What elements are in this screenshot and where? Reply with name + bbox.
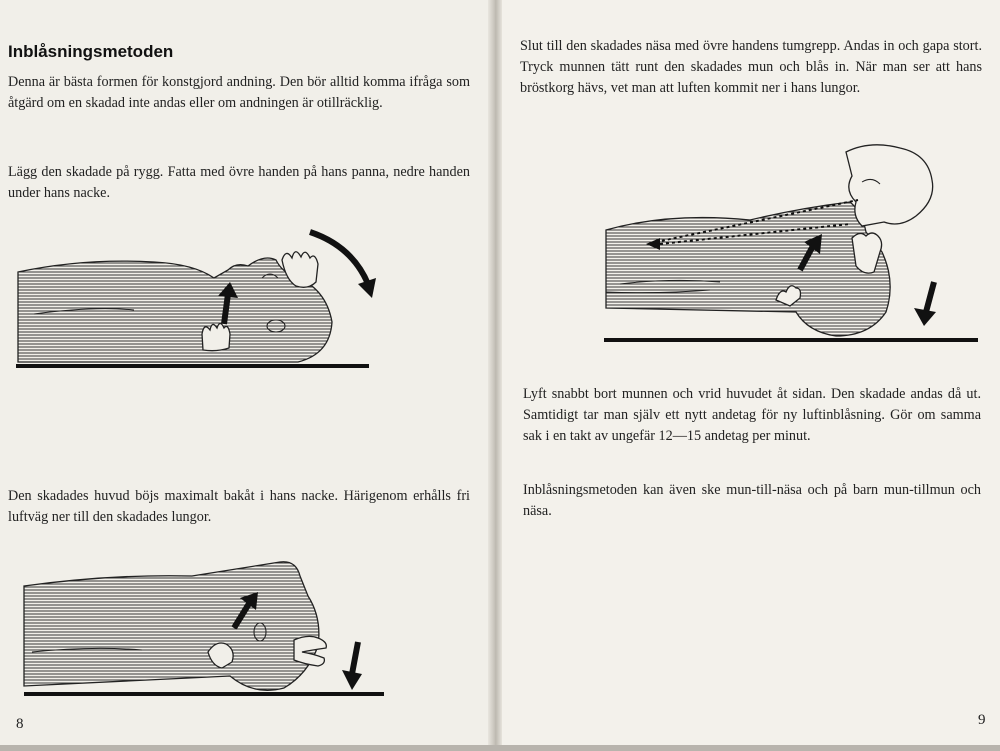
alternatives-paragraph: Inblåsningsmetoden kan även ske mun-till-näsa och på barn mun-tillmun och näsa. — [523, 482, 981, 519]
right-page — [498, 0, 1000, 745]
intro-paragraph: Denna är bästa formen för konstgjord andning. Den bör alltid komma ifråga som åtgärd om en skadad inte andas eller om andningen är otillräcklig. — [8, 74, 470, 111]
exhale-paragraph: Lyft snabbt bort munnen och vrid huvudet åt sidan. Den skadade andas då ut. Samtidigt tar man själv ett nytt andetag för ny luftinblåsning. Gör om samma sak i en takt av ungefär 12—15 andetag per minut. — [523, 386, 981, 444]
book-gutter — [488, 0, 502, 751]
page-number-right: 9 — [978, 712, 986, 728]
mouth-to-mouth-paragraph: Slut till den skadades näsa med övre handens tumgrepp. Andas in och gapa stort. Tryck munnen tätt runt den skadades mun och blås in. När man ser att hans bröstkorg hävs, vet man att luften kommit ner i hans lungor. — [520, 38, 982, 96]
left-page — [0, 0, 494, 745]
page-number-left: 8 — [16, 716, 24, 732]
illustration-head-tilted-back — [22, 556, 388, 702]
positioning-paragraph: Lägg den skadade på rygg. Fatta med övre handen på hans panna, nedre handen under hans nacke. — [8, 164, 470, 201]
page-bottom-edge — [0, 745, 1000, 751]
illustration-head-tilt-hands — [14, 226, 384, 372]
page-heading: Inblåsningsmetoden — [8, 42, 174, 61]
head-tilt-paragraph: Den skadades huvud böjs maximalt bakåt i hans nacke. Härigenom erhålls fri luftväg ner till den skadades lungor. — [8, 488, 470, 525]
illustration-mouth-to-mouth — [600, 142, 982, 348]
